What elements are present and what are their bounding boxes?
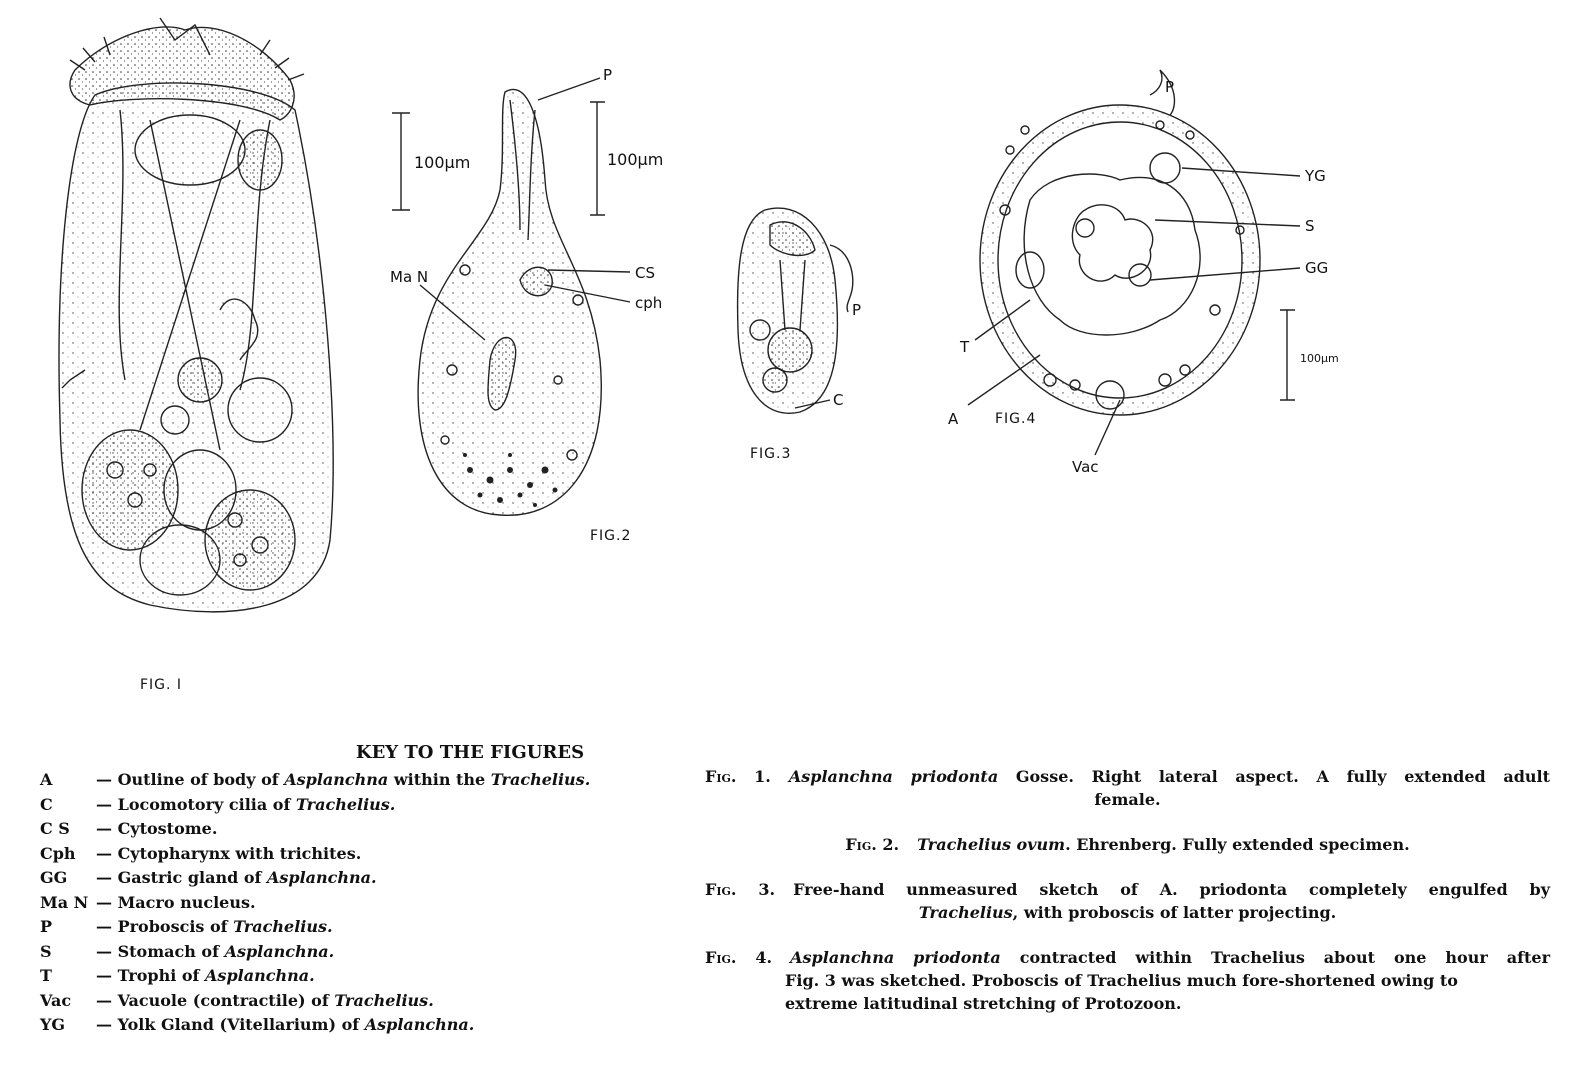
fig2-label-p: P (603, 66, 613, 84)
key-desc: — Proboscis of Trachelius. (96, 917, 333, 936)
fig4-label-a: A (948, 410, 959, 428)
figure-2-drawing (392, 78, 630, 515)
key-abbr: P (40, 917, 53, 936)
fig4-label-p: P (1165, 78, 1175, 96)
fig4-label-yg: YG (1305, 167, 1326, 185)
key-desc: — Vacuole (contractile) of Trachelius. (96, 990, 434, 1010)
fig2-scale-left: 100µm (414, 153, 471, 172)
key-item (40, 1013, 700, 1038)
key-desc: — Stomach of Asplanchna. (96, 941, 335, 961)
key-item (40, 866, 700, 891)
key-abbr: C (40, 794, 53, 814)
key-desc: — Gastric gland of Asplanchna. (96, 868, 377, 887)
fig2-label: FIG.2 (590, 528, 632, 544)
fig4-label: FIG.4 (995, 411, 1037, 427)
key-abbr: C S (40, 819, 70, 838)
key-list (40, 768, 700, 1038)
key-item (40, 793, 700, 818)
fig3-label: FIG.3 (750, 446, 792, 462)
fig2-label-cph: cph (635, 294, 663, 312)
key-title: KEY TO THE FIGURES (355, 742, 585, 763)
fig3-label-c: C (833, 391, 844, 409)
key-desc: — Macro nucleus. (96, 892, 256, 912)
fig4-label-t: T (960, 338, 970, 356)
fig1-label: FIG. I (140, 677, 183, 693)
key-desc: — Cytopharynx with trichites. (96, 843, 362, 863)
caption-fig-1: Fig. 1. Asplanchna priodonta Gosse. Right lateral aspect. A fully extended adult female. (705, 767, 1551, 809)
caption-fig-2: Fig. 2. Trachelius ovum. Ehrenberg. Fully extended specimen. (845, 835, 1410, 854)
figure-4-drawing (968, 70, 1300, 455)
key-desc: — Locomotory cilia of Trachelius. (96, 794, 396, 814)
key-item (40, 940, 700, 965)
key-item (40, 842, 700, 867)
key-item (40, 891, 700, 916)
key-abbr: Ma N (40, 892, 89, 912)
key-abbr: S (40, 941, 52, 961)
key-item (40, 768, 700, 793)
key-desc: — Trophi of Asplanchna. (96, 966, 315, 985)
key-item (40, 989, 700, 1014)
key-abbr: YG (40, 1015, 66, 1034)
caption-fig-3: Fig. 3. Free-hand unmeasured sketch of A. priodonta completely engulfed by Trachelius, with proboscis of latter projecting. (705, 880, 1550, 922)
fig4-scale: 100µm (1300, 352, 1339, 365)
caption-fig-4: Fig. 4. Asplanchna priodonta contracted within Trachelius about one hour after Fig. 3 was sketched. Proboscis of Trachelius much fore-shortened owing to extreme latitudinal stretching of Protozoon. (705, 948, 1550, 1013)
fig2-label-cs: CS (635, 264, 655, 282)
key-abbr: Vac (40, 990, 72, 1010)
figure-3-drawing (738, 208, 853, 413)
figure-captions (705, 765, 1550, 1037)
fig2-label-man: Ma N (390, 268, 429, 286)
key-abbr: A (40, 770, 53, 789)
fig4-label-vac: Vac (1072, 458, 1099, 476)
key-abbr: Cph (40, 843, 76, 863)
key-item (40, 915, 700, 940)
fig4-label-s: S (1305, 217, 1315, 235)
key-item (40, 817, 700, 842)
key-abbr: GG (40, 868, 68, 887)
figure-1-drawing (59, 18, 333, 612)
key-desc: — Cytostome. (96, 819, 218, 838)
key-desc: — Outline of body of Asplanchna within the Trachelius. (96, 770, 591, 789)
fig4-label-gg: GG (1305, 259, 1329, 277)
key-desc: — Yolk Gland (Vitellarium) of Asplanchna. (96, 1015, 475, 1034)
fig3-label-p: P (852, 301, 862, 319)
fig2-scale-right: 100µm (607, 150, 664, 169)
key-abbr: T (40, 966, 52, 985)
key-item (40, 964, 700, 989)
